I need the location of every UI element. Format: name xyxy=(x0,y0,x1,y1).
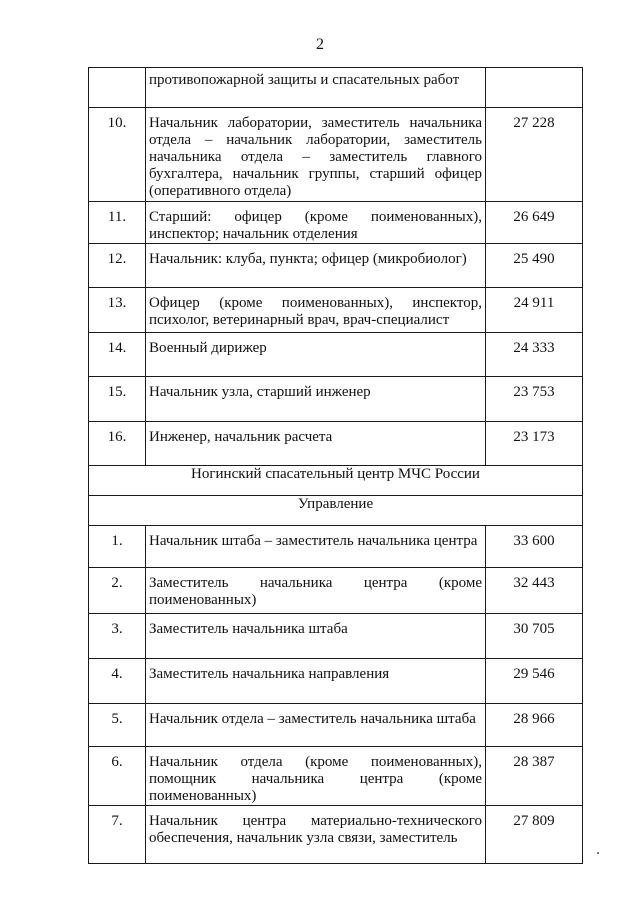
row-number: 12. xyxy=(89,244,146,288)
salary-amount: 24 333 xyxy=(486,333,583,377)
position-title: Начальник: клуба, пункта; офицер (микробиолог) xyxy=(146,244,486,288)
table-row xyxy=(89,68,583,108)
table-row xyxy=(89,466,583,496)
table-row xyxy=(89,202,583,244)
table-row xyxy=(89,422,583,466)
salary-amount: 25 490 xyxy=(486,244,583,288)
position-title: Заместитель начальника штаба xyxy=(146,614,486,659)
salary-amount: 32 443 xyxy=(486,568,583,614)
table-row xyxy=(89,108,583,202)
page-number: 2 xyxy=(316,36,324,53)
position-title: Военный дирижер xyxy=(146,333,486,377)
table-row xyxy=(89,659,583,704)
salary-amount: 24 911 xyxy=(486,288,583,333)
position-title: Начальник узла, старший инженер xyxy=(146,377,486,422)
salary-table xyxy=(88,67,583,864)
scan-speck xyxy=(597,852,599,854)
section-heading-admin: Управление xyxy=(89,496,583,526)
position-title: Заместитель начальника направления xyxy=(146,659,486,704)
position-title: Начальник отдела – заместитель начальника штаба xyxy=(146,704,486,747)
table-row xyxy=(89,526,583,568)
table-row xyxy=(89,288,583,333)
row-number: 10. xyxy=(89,108,146,202)
salary-amount: 28 966 xyxy=(486,704,583,747)
row-number: 2. xyxy=(89,568,146,614)
position-title: Начальник отдела (кроме поименованных), помощник начальника центра (кроме поименованных) xyxy=(146,747,486,806)
row-number: 16. xyxy=(89,422,146,466)
salary-amount: 33 600 xyxy=(486,526,583,568)
table-row xyxy=(89,568,583,614)
position-title: Офицер (кроме поименованных), инспектор, психолог, ветеринарный врач, врач-специалист xyxy=(146,288,486,333)
position-title: Заместитель начальника центра (кроме поименованных) xyxy=(146,568,486,614)
row-number: 6. xyxy=(89,747,146,806)
row-number: 5. xyxy=(89,704,146,747)
salary-amount: 27 228 xyxy=(486,108,583,202)
row-number: 15. xyxy=(89,377,146,422)
row-number: 11. xyxy=(89,202,146,244)
salary-amount: 23 173 xyxy=(486,422,583,466)
table-row xyxy=(89,806,583,864)
row-number: 1. xyxy=(89,526,146,568)
salary-amount: 29 546 xyxy=(486,659,583,704)
row-number: 7. xyxy=(89,806,146,864)
position-title: Начальник штаба – заместитель начальника центра xyxy=(146,526,486,568)
position-title: Инженер, начальник расчета xyxy=(146,422,486,466)
row-number xyxy=(89,68,146,108)
table-row xyxy=(89,244,583,288)
position-title: Старший: офицер (кроме поименованных), инспектор; начальник отделения xyxy=(146,202,486,244)
table-row xyxy=(89,747,583,806)
table-row xyxy=(89,704,583,747)
salary-amount xyxy=(486,68,583,108)
position-title: Начальник центра материально-технического обеспечения, начальник узла связи, заместитель xyxy=(146,806,486,864)
salary-amount: 23 753 xyxy=(486,377,583,422)
salary-amount: 27 809 xyxy=(486,806,583,864)
position-title: противопожарной защиты и спасательных работ xyxy=(146,68,486,108)
salary-amount: 26 649 xyxy=(486,202,583,244)
table-row xyxy=(89,377,583,422)
salary-amount: 28 387 xyxy=(486,747,583,806)
table-row xyxy=(89,496,583,526)
table-row xyxy=(89,614,583,659)
section-heading-center: Ногинский спасательный центр МЧС России xyxy=(89,466,583,496)
row-number: 14. xyxy=(89,333,146,377)
table-row xyxy=(89,333,583,377)
position-title: Начальник лаборатории, заместитель начальника отдела – начальник лаборатории, заместитель начальника отдела – заместитель главного бухгалтера, начальник группы, старший офицер (оперативного отдела) xyxy=(146,108,486,202)
row-number: 4. xyxy=(89,659,146,704)
row-number: 3. xyxy=(89,614,146,659)
row-number: 13. xyxy=(89,288,146,333)
salary-amount: 30 705 xyxy=(486,614,583,659)
